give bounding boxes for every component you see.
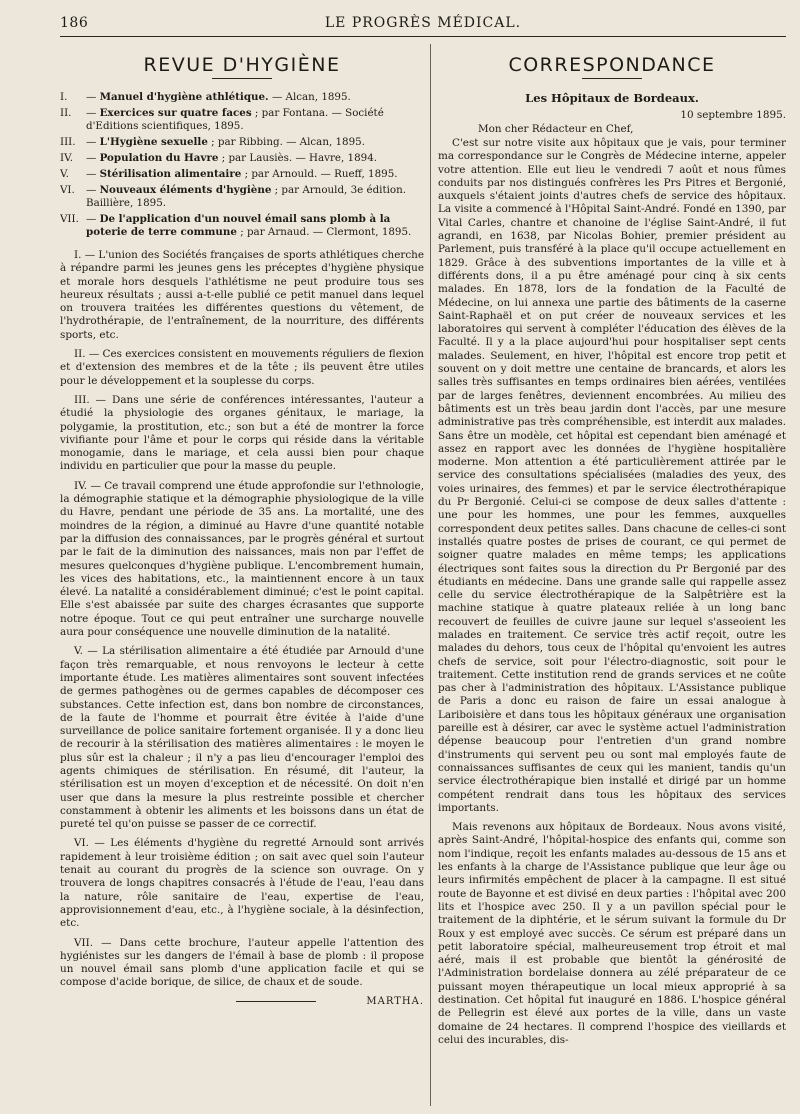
- column-divider: [430, 44, 431, 1106]
- toc-item: II. — Exercices sur quatre faces ; par Fontana. — Société d'Editions scientifiques, 1895.: [60, 107, 384, 132]
- toc-item: VII. — De l'application d'un nouvel émail sans plomb à la poterie de terre commune ; par Arnaud. — Clermont, 1895.: [60, 213, 412, 238]
- page-number: 186: [60, 15, 89, 31]
- section-rule: [212, 78, 272, 79]
- toc-item: VI. — Nouveaux éléments d'hygiène ; par Arnould, 3e édition. Baillière, 1895.: [60, 184, 407, 209]
- letter-paragraph: Mais revenons aux hôpitaux de Bordeaux. Nous avons visité, après Saint-André, l'hôpital-hospice des enfants qui, comme son nom l'indique, reçoit les enfants malades au-dessous de 15 ans et les enfants à la charge de l'Assistance publique que leur âge ou leurs infirmités empêchent de placer à la campagne. Il est situé route de Bayonne et est divisé en deux parties : l'hôpital avec 200 lits et l'hospice avec 250. Il y a un pavillon spécial pour le traitement de la diphtérie, et le sérum suivant la formule du Dr Roux y est employé avec succès. Ce sérum est préparé dans un petit laboratoire spécial, malheureusement trop étroit et mal aéré, mais il est probable que bientôt la générosité de l'Administration bordelaise donnera au zélé préparateur de ce puissant moyen thérapeutique un local mieux approprié à sa destination. Cet hôpital fut inauguré en 1886. L'hospice général de Pellegrin est élevé aux portes de la ville, dans un vaste domaine de 24 hectares. Il comprend l'hospice des vieillards et celui des incurables, dis-: [438, 821, 786, 1046]
- section-title-correspondance: CORRESPONDANCE: [508, 54, 716, 76]
- toc-item: V. — Stérilisation alimentaire ; par Arnould. — Rueff, 1895.: [60, 168, 398, 180]
- author-signature: MARTHA.: [366, 995, 424, 1007]
- reviewed-works-list: [60, 91, 424, 239]
- toc-item: IV. — Population du Havre ; par Lausiès. — Havre, 1894.: [60, 152, 378, 164]
- letter-paragraph: C'est sur notre visite aux hôpitaux que je vais, pour terminer ma correspondance sur le Congrès de Médecine interne, appeler votre attention. Elle eut lieu le vendredi 7 août et nous fûmes conduits par nos distingués confrères les Prs Pitres et Bergonié, auxquels s'étaient joints d'autres chefs de service des hôpitaux. La visite a commencé à l'Hôpital Saint-André. Fondé en 1390, par Vital Carles, chantre et chanoine de l'église Saint-André, il fut agrandi, en 1638, par Nicolas Bohier, premier président au Parlement, puis transféré à la place qu'il occupe actuellement en 1829. Grâce à des subventions importantes de la ville et à différents dons, il a pu être aménagé pour cinq à six cents malades. En 1878, lors de la fondation de la Faculté de Médecine, on lui annexa une partie des bâtiments de la caserne Saint-Raphaël et on put créer de nouveaux services et les laboratoires qui servent à compléter l'éducation des élèves de la Faculté. Il y a la place aujourd'hui pour hospitaliser sept cents malades. Seulement, en hiver, l'hôpital est encore trop petit et souvent on y doit mettre une centaine de brancards, et alors les salles très suffisantes en temps ordinaires bien aérées, ventilées par de larges fenêtres, deviennent encombrées. Au milieu des bâtiments est un très beau jardin dont l'accès, par une mesure administrative pas très compréhensible, est interdit aux malades. Sans être un modèle, cet hôpital est cependant bien aménagé et assez en rapport avec les données de l'hygiène hospitalière moderne. Mon attention a été particulièrement attirée par le service des consultations spécialisées (maladies des yeux, des voies urinaires, des femmes) et par le service électrothérapique du Pr Bergonié. Celui-ci se compose de deux salles d'attente : une pour les hommes, une pour les femmes, auxquelles correspondent deux petites salles. Dans chacune de celles-ci sont installés quatre postes de prises de courant, ce qui permet de soigner quatre malades en même temps; les applications électriques sont faites sous la direction du Pr Bergonié par des étudiants en médecine. Dans une grande salle qui rappelle assez celle du service électrothérapique de la Salpêtrière est la machine statique à quatre plateaux reliée à un long banc recouvert de feuilles de cuivre jaune sur lequel s'asseoient les malades en traitement. Ce service très actif reçoit, outre les malades du dehors, tous ceux de l'hôpital qu'envoient les autres chefs de service, soit pour l'électro-diagnostic, soit pour le traitement. Cette institution rend de grands services et ne coûte pas cher à l'administration des hôpitaux. L'Assistance publique de Paris a donc eu raison de faire un essai analogue à Lariboisière et dans tous les hôpitaux généraux une organisation pareille est à désirer, car avec le système actuel l'administration dépense beaucoup pour l'entretien d'un grand nombre d'instruments qui servent peu ou sont mal employés faute de connaissances suffisantes de ceux qui les manient, tandis qu'un service électrothérapique bien installé et dirigé par un homme compétent rendrait dans tous les hôpitaux des services importants.: [438, 137, 786, 814]
- review-paragraph: IV. — Ce travail comprend une étude approfondie sur l'ethnologie, la démographie statique et la démographie physiologique de la ville du Havre, pendant une période de 35 ans. La mortalité, une des moindres de la région, a diminué au Havre d'une quantité notable par la diffusion des connaissances, par le progrès général et surtout par le fait de la diminution des naissances, mais non par l'effet de mesures quelconques d'hygiène publique. L'encombrement humain, les vices des habitations, etc., la maintiennent encore à un taux élevé. La natalité a considérablement diminué; c'est le point capital. Elle s'est abaissée par suite des charges écrasantes que supporte notre époque. Tout ce qui peut entraîner une surcharge nouvelle aura pour conséquence une nouvelle diminution de la natalité.: [60, 479, 424, 639]
- letter-salutation: Mon cher Rédacteur en Chef,: [478, 123, 634, 135]
- section-title-hygiene: REVUE D'HYGIÈNE: [143, 54, 341, 76]
- running-head: [60, 12, 786, 34]
- review-paragraph: VI. — Les éléments d'hygiène du regretté Arnould sont arrivés rapidement à leur troisième édition ; on sait avec quel soin l'auteur tenait au courant du progrès de la science son ouvrage. On y trouvera de longs chapitres consacrés à l'étude de l'eau, l'eau dans la nature, rôle sanitaire de l'eau, expertise de l'eau, approvisionnement d'eau, etc., à l'hygiène sociale, à la désinfection, etc.: [60, 837, 424, 930]
- toc-item: III. — L'Hygiène sexuelle ; par Ribbing. — Alcan, 1895.: [60, 136, 365, 148]
- letter-subheading: Les Hôpitaux de Bordeaux.: [525, 91, 699, 105]
- review-paragraph: VII. — Dans cette brochure, l'auteur appelle l'attention des hygiénistes sur les dangers de l'émail à base de plomb : il propose un nouvel émail sans plomb d'une application facile et qui se compose d'acide borique, de silice, de chaux et de soude.: [60, 936, 424, 989]
- review-paragraph: III. — Dans une série de conférences intéressantes, l'auteur a étudié la physiologie des organes génitaux, le mariage, la polygamie, la prostitution, etc.; son but a été de montrer la force vivifiante pour l'âme et pour le corps qui réside dans la véritable monogamie, dans le mariage, et cela aussi bien pour chaque individu en particulier que pour la masse du peuple.: [60, 393, 424, 473]
- left-column: [60, 50, 424, 1106]
- right-column: [438, 50, 786, 1106]
- signature-rule: [236, 1001, 316, 1002]
- review-paragraph: I. — L'union des Sociétés françaises de sports athlétiques cherche à répandre parmi les jeunes gens les préceptes d'hygiène physique et morale hors desquels l'athlétisme ne peut produire tous ses heureux résultats ; aussi a-t-elle publié ce petit manuel dans lequel on trouvera traitées les différentes questions du vêtement, de l'hydrothérapie, de l'entraînement, de la nourriture, des différents sports, etc.: [60, 249, 424, 341]
- signature-line: [60, 996, 424, 1007]
- header-rule: [60, 36, 786, 37]
- review-paragraph: V. — La stérilisation alimentaire a été étudiée par Arnould d'une façon très remarquable, et nous renvoyons le lecteur à cette importante étude. Les matières alimentaires sont souvent infectées de germes pathogènes ou de germes capables de décomposer ces substances. Cette infection est, dans bon nombre de circonstances, de la faute de l'homme et pourrait être évitée à l'aide d'une surveillance de police sanitaire fortement organisée. Il y a donc lieu de recourir à la stérilisation des matières alimentaires : le moyen le plus sûr est la chaleur ; il n'y a pas lieu d'encourager l'emploi des agents chimiques de stérilisation. En résumé, dit l'auteur, la stérilisation est un moyen d'exception et de nécessité. On doit n'en user que dans la mesure la plus restreinte possible et chercher constamment à obtenir les aliments et les boissons dans un état de pureté tel qu'on puisse se passer de ce correctif.: [60, 645, 424, 831]
- journal-title: LE PROGRÈS MÉDICAL.: [324, 15, 522, 31]
- section-rule: [582, 78, 642, 79]
- toc-item: I. — Manuel d'hygiène athlétique. — Alcan, 1895.: [60, 91, 351, 103]
- letter-date: 10 septembre 1895.: [680, 109, 786, 121]
- review-paragraph: II. — Ces exercices consistent en mouvements réguliers de flexion et d'extension des membres et de la tête ; ils peuvent être utiles pour le développement et la souplesse du corps.: [60, 348, 424, 387]
